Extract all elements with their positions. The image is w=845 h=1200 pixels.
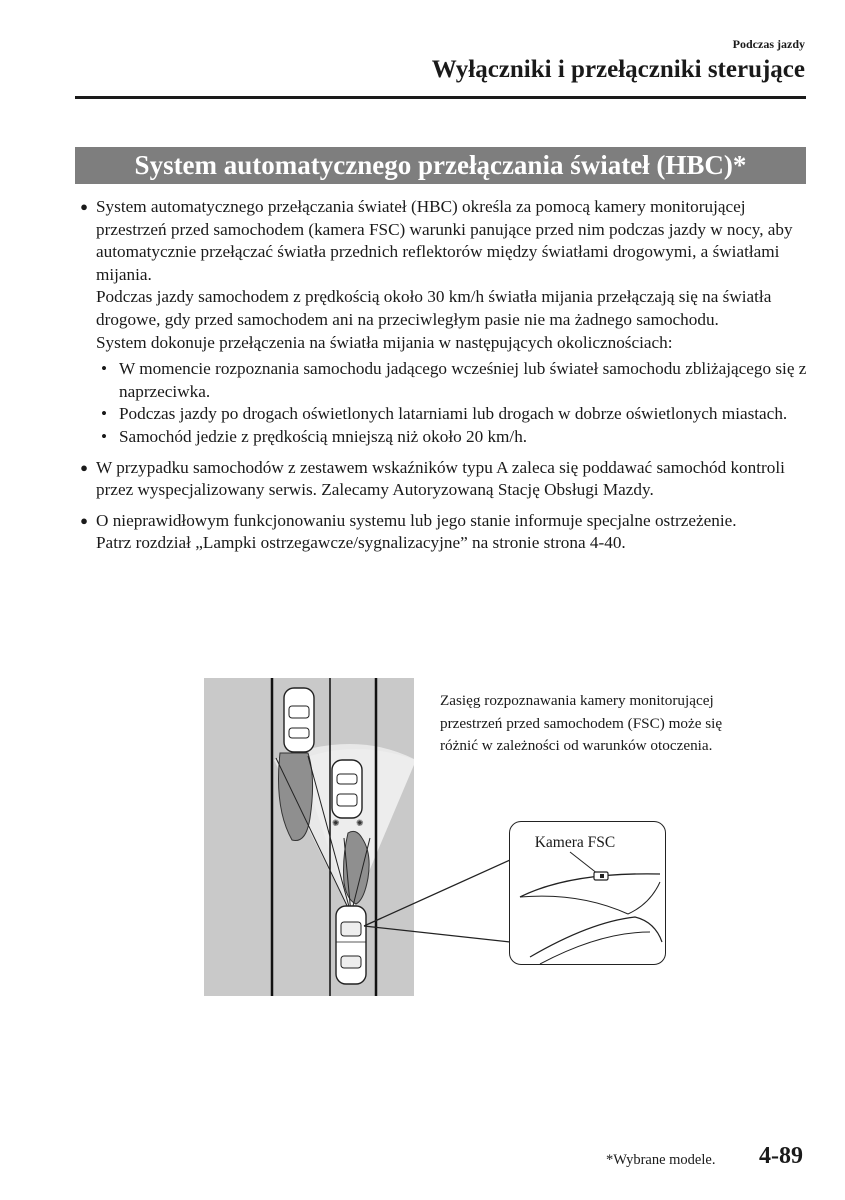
svg-text:✺: ✺ — [332, 818, 340, 828]
bullet-item — [72, 457, 810, 502]
footnote: *Wybrane modele. — [606, 1152, 716, 1168]
bullet-item — [72, 196, 810, 449]
content — [72, 196, 810, 563]
sub-item-text: Podczas jazdy po drogach oświetlonych latarniami lub drogach w dobrze oświetlonych miastach. — [119, 404, 788, 424]
paragraph: System dokonuje przełączenia na światła mijania w następujących okolicznościach: — [96, 332, 673, 352]
section-label: Podczas jazdy — [732, 37, 805, 51]
camera-label: Kamera FSC — [534, 834, 616, 851]
sub-item-text: W momencie rozpoznania samochodu jadącego wcześniej lub świateł samochodu zbliżającego się z naprzeciwka. — [119, 359, 807, 401]
paragraph: O nieprawidłowym funkcjonowaniu systemu lub jego stanie informuje specjalne ostrzeżenie. — [96, 510, 737, 530]
bullet-dot-icon: ● — [80, 199, 88, 214]
sub-item — [96, 358, 810, 403]
sub-item-text: Samochód jedzie z prędkością mniejszą niż około 20 km/h. — [119, 426, 528, 446]
svg-text:✺: ✺ — [356, 818, 364, 828]
camera-range-note: Zasięg rozpoznawania kamery monitorującej przestrzeń przed samochodem (FSC) może się różnić w zależności od warunków otoczenia. — [440, 692, 723, 754]
page-number: 4-89 — [759, 1143, 803, 1169]
road-illustration — [204, 678, 414, 996]
sub-item — [96, 426, 810, 449]
windshield-camera-icon — [510, 822, 665, 964]
paragraph: W przypadku samochodów z zestawem wskaźników typu A zaleca się poddawać samochód kontroli przez wyspecjalizowany serwis. Zalecamy Autoryzowaną Stację Obsługi Mazdy. — [96, 457, 785, 500]
camera-inset — [509, 821, 666, 965]
bullet-dot-icon: ● — [80, 512, 88, 528]
sub-bullet-icon: • — [101, 404, 108, 424]
header-rule — [75, 96, 806, 99]
sub-item — [96, 403, 810, 426]
sub-bullet-icon: • — [101, 359, 108, 379]
section-banner: System automatycznego przełączania świateł (HBC)* — [75, 147, 806, 184]
sub-list — [96, 358, 810, 448]
paragraph: System automatycznego przełączania świateł (HBC) określa za pomocą kamery monitorującej przestrzeń przed samochodem (kamera FSC) warunki panujące przed nim podczas jazdy w nocy, aby automatycznie przełączać światła przednich reflektorów między światłami drogowymi, a światłami mijania. — [96, 197, 793, 284]
sub-bullet-icon: • — [101, 426, 108, 446]
bullet-dot-icon: ● — [80, 459, 88, 475]
bullet-item — [72, 510, 810, 555]
chapter-title: Wyłączniki i przełączniki sterujące — [431, 56, 805, 83]
paragraph: Patrz rozdział „Lampki ostrzegawcze/sygnalizacyjne” na stronie strona 4-40. — [96, 533, 626, 553]
paragraph: Podczas jazdy samochodem z prędkością około 30 km/h światła mijania przełączają się na światła drogowe, gdy przed samochodem ani na przeciwległym pasie nie ma żadnego samochodu. — [96, 287, 772, 329]
